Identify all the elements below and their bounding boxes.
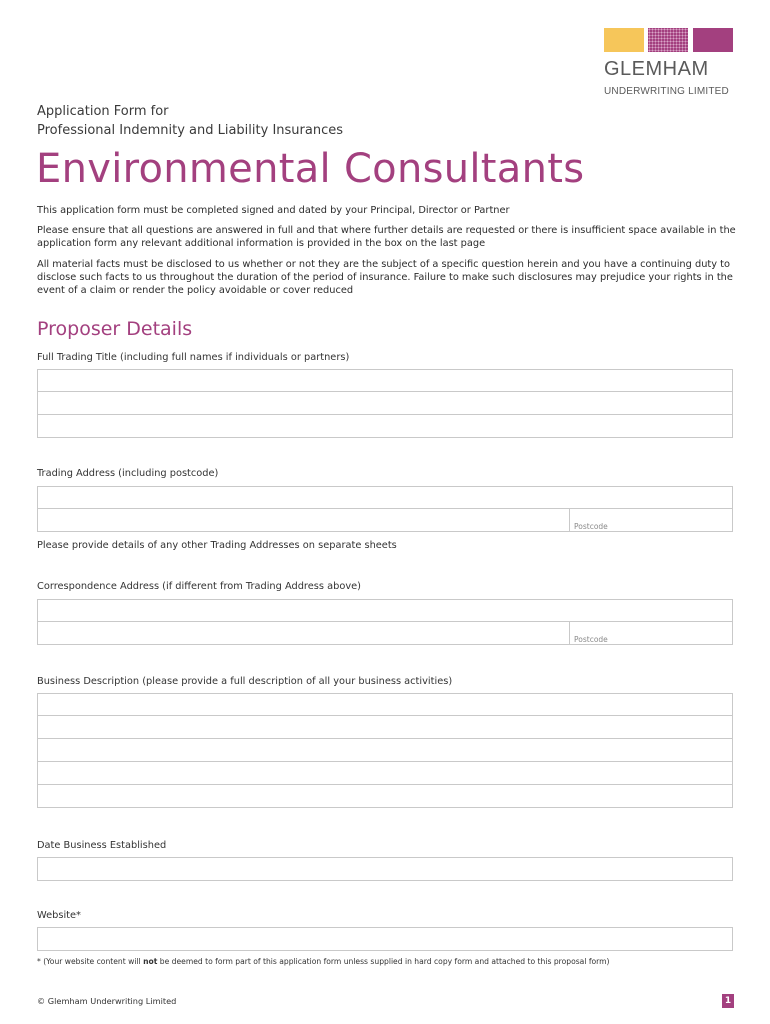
business-description-label: Business Description (please provide a full description of all your business activities) — [37, 676, 453, 687]
note-text-before: * (Your website content will — [37, 957, 144, 966]
trading-title-field-1[interactable] — [37, 369, 733, 392]
business-description-field-1[interactable] — [37, 693, 733, 716]
business-description-field-4[interactable] — [37, 762, 733, 785]
date-established-field[interactable] — [37, 857, 733, 881]
trading-address-label: Trading Address (including postcode) — [37, 468, 219, 479]
logo-name: GLEMHAM — [604, 58, 709, 80]
logo-square-purple — [693, 28, 733, 52]
website-label: Website* — [37, 910, 81, 921]
subtitle-line2: Professional Indemnity and Liability Insurances — [37, 123, 343, 138]
website-field[interactable] — [37, 927, 733, 951]
subtitle-line1: Application Form for — [37, 104, 169, 119]
page-title: Environmental Consultants — [36, 146, 585, 192]
logo-square-dotted — [648, 28, 688, 52]
correspondence-address-field-2[interactable] — [37, 622, 733, 645]
correspondence-postcode-field[interactable] — [569, 621, 732, 645]
footer-copyright: © Glemham Underwriting Limited — [37, 996, 177, 1006]
logo-subline: UNDERWRITING LIMITED — [604, 86, 729, 97]
postcode-label: Postcode — [574, 635, 608, 644]
intro-paragraph-2: Please ensure that all questions are answered in full and that where further details are requested or there is insufficient space available in the application form any relevant additional information is provided in the box on the last page — [37, 225, 736, 250]
trading-postcode-field[interactable] — [569, 508, 732, 532]
date-established-label: Date Business Established — [37, 840, 167, 851]
correspondence-address-label: Correspondence Address (if different from Trading Address above) — [37, 581, 361, 592]
business-description-field-2[interactable] — [37, 716, 733, 739]
other-addresses-note: Please provide details of any other Trading Addresses on separate sheets — [37, 540, 397, 551]
section-title: Proposer Details — [37, 318, 193, 340]
note-text-after: be deemed to form part of this application form unless supplied in hard copy form and attached to this proposal form) — [157, 957, 610, 966]
business-description-field-5[interactable] — [37, 785, 733, 808]
note-text-bold: not — [143, 957, 158, 966]
trading-title-field-3[interactable] — [37, 415, 733, 438]
postcode-label: Postcode — [574, 522, 608, 531]
website-note — [37, 957, 610, 966]
trading-title-field-2[interactable] — [37, 392, 733, 415]
trading-address-field-1[interactable] — [37, 486, 733, 509]
intro-paragraph-3: All material facts must be disclosed to us whether or not they are the subject of a specific question herein and you have a continuing duty to disclose such facts to us throughout the duration of the period of insurance. Failure to make such disclosures may prejudice your rights in the event of a claim or render the policy avoidable or cover reduced — [37, 259, 733, 297]
trading-title-label: Full Trading Title (including full names if individuals or partners) — [37, 352, 350, 363]
logo-square-yellow — [604, 28, 644, 52]
intro-paragraph-1: This application form must be completed signed and dated by your Principal, Director or Partner — [37, 205, 510, 216]
business-description-field-3[interactable] — [37, 739, 733, 762]
page-number-badge: 1 — [722, 994, 734, 1008]
correspondence-address-field-1[interactable] — [37, 599, 733, 622]
trading-address-field-2[interactable] — [37, 509, 733, 532]
